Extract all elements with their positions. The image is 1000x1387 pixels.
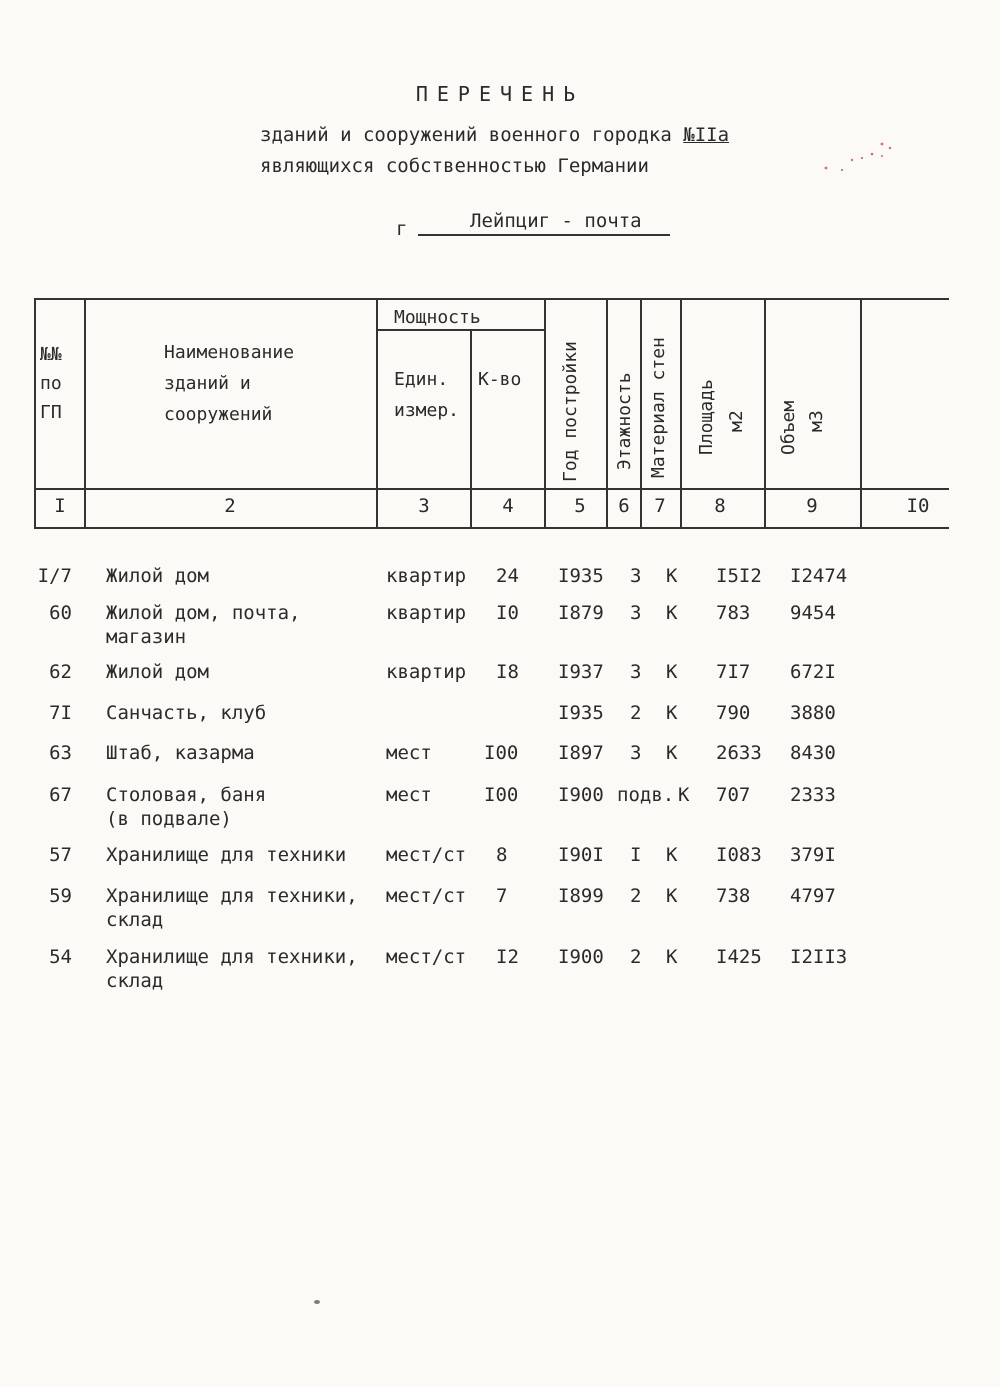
floors: 2 [630, 885, 642, 907]
volume: 672I [790, 661, 836, 683]
floors: 3 [630, 565, 642, 587]
quantity: I00 [484, 742, 519, 764]
unit: мест [386, 742, 432, 764]
floors: подв. [617, 784, 675, 806]
header-area-title: Площадь [696, 379, 717, 455]
stamp-marks [822, 140, 898, 174]
area: 707 [716, 784, 751, 806]
city-underline [418, 234, 670, 236]
volume: 8430 [790, 742, 836, 764]
quantity: I8 [496, 661, 519, 683]
area: I5I2 [716, 565, 762, 587]
town-number: №IIа [683, 124, 730, 146]
column-number: 4 [502, 495, 514, 517]
row-number: 63 [49, 742, 72, 764]
row-number: I/7 [37, 565, 72, 587]
header-area-unit: м2 [726, 410, 747, 432]
unit: квартир [386, 661, 467, 683]
quantity: 8 [496, 844, 508, 866]
volume: I2II3 [790, 946, 848, 968]
floors: I [630, 844, 642, 866]
subtitle-line-1-text: зданий и сооружений военного городка [260, 124, 672, 146]
subtitle-line-1 [260, 124, 729, 146]
row-number: 59 [49, 885, 72, 907]
material: К [666, 844, 678, 866]
building-name: Хранилище для техники, [106, 885, 358, 907]
unit: мест/ст [386, 844, 467, 866]
area: 790 [716, 702, 751, 724]
year: I90I [558, 844, 604, 866]
material: К [666, 946, 678, 968]
column-number: I0 [906, 495, 930, 517]
column-number: 5 [574, 495, 586, 517]
subtitle-line-2: являющихся собственностью Германии [260, 155, 649, 177]
header-unit: Един. измер. [394, 369, 460, 421]
unit: мест [386, 784, 432, 806]
header-year: Год постройки [560, 341, 581, 482]
material: К [666, 742, 678, 764]
area: 7I7 [716, 661, 751, 683]
year: I879 [558, 602, 604, 624]
row-number: 54 [49, 946, 72, 968]
quantity: 24 [496, 565, 519, 587]
paper-speck [314, 1300, 320, 1304]
building-name: Хранилище для техники [106, 844, 347, 866]
area: 2633 [716, 742, 762, 764]
quantity: I0 [496, 602, 519, 624]
quantity: I00 [484, 784, 519, 806]
area: I083 [716, 844, 762, 866]
volume: 379I [790, 844, 836, 866]
building-name: Хранилище для техники, [106, 946, 358, 968]
row-number: 7I [49, 702, 72, 724]
floors: 2 [630, 702, 642, 724]
area: 783 [716, 602, 751, 624]
row-number: 62 [49, 661, 72, 683]
unit: квартир [386, 602, 467, 624]
building-name: Столовая, баня [106, 784, 267, 806]
city-name: Лейпциг - почта [470, 210, 642, 232]
building-name: Жилой дом [106, 565, 209, 587]
year: I935 [558, 565, 604, 587]
quantity: 7 [496, 885, 508, 907]
header-floors: Этажность [614, 372, 635, 470]
unit: мест/ст [386, 946, 467, 968]
building-name: Жилой дом [106, 661, 209, 683]
header-number: №№ по ГП [40, 344, 62, 423]
year: I900 [558, 946, 604, 968]
volume: 4797 [790, 885, 836, 907]
building-name: Санчасть, клуб [106, 702, 267, 724]
column-number: I [54, 495, 66, 517]
floors: 3 [630, 602, 642, 624]
area: I425 [716, 946, 762, 968]
year: I935 [558, 702, 604, 724]
header-material: Материал стен [648, 337, 669, 478]
unit: квартир [386, 565, 467, 587]
material: К [666, 602, 678, 624]
building-name-continued: (в подвале) [106, 808, 232, 830]
building-name: Жилой дом, почта, [106, 602, 301, 624]
column-number: 7 [654, 495, 666, 517]
area: 738 [716, 885, 751, 907]
material: К [666, 661, 678, 683]
quantity: I2 [496, 946, 519, 968]
volume: 3880 [790, 702, 836, 724]
city-prefix: г [396, 218, 408, 240]
column-number: 2 [224, 495, 236, 517]
header-volume-title: Объем [778, 400, 799, 455]
year: I937 [558, 661, 604, 683]
material: К [666, 702, 678, 724]
column-number: 3 [418, 495, 430, 517]
volume: 2333 [790, 784, 836, 806]
column-number: 9 [806, 495, 818, 517]
column-number: 8 [714, 495, 726, 517]
year: I899 [558, 885, 604, 907]
row-number: 60 [49, 602, 72, 624]
header-name: Наименование зданий и сооружений [164, 342, 295, 425]
material: К [666, 565, 678, 587]
building-name: Штаб, казарма [106, 742, 255, 764]
year: I897 [558, 742, 604, 764]
building-name-continued: склад [106, 909, 164, 931]
floors: 3 [630, 661, 642, 683]
header-volume-unit: м3 [806, 410, 827, 432]
material: К [678, 784, 690, 806]
building-name-continued: склад [106, 970, 164, 992]
year: I900 [558, 784, 604, 806]
unit: мест/ст [386, 885, 467, 907]
building-name-continued: магазин [106, 626, 187, 648]
header-quantity: К-во [478, 369, 522, 390]
floors: 3 [630, 742, 642, 764]
document-title: ПЕРЕЧЕНЬ [415, 82, 585, 106]
material: К [666, 885, 678, 907]
floors: 2 [630, 946, 642, 968]
column-number: 6 [618, 495, 630, 517]
header-power: Мощность [394, 307, 481, 328]
volume: I2474 [790, 565, 848, 587]
volume: 9454 [790, 602, 836, 624]
row-number: 57 [49, 844, 72, 866]
row-number: 67 [49, 784, 72, 806]
